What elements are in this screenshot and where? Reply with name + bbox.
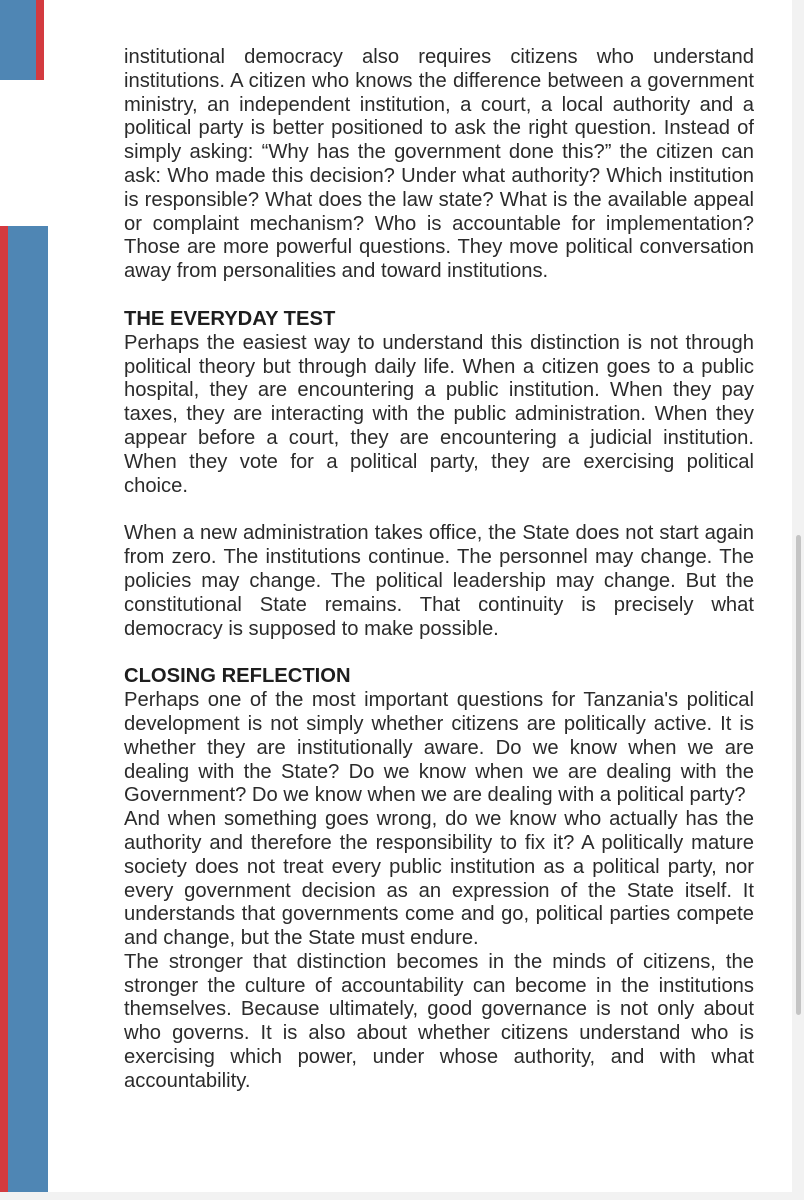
decorative-red-bar-top bbox=[36, 0, 44, 80]
heading-closing-reflection: CLOSING REFLECTION bbox=[124, 665, 351, 688]
heading-everyday-test: THE EVERYDAY TEST bbox=[124, 307, 336, 330]
article-body bbox=[124, 46, 754, 1094]
paragraph-everyday-1: Perhaps the easiest way to understand this distinction is not through political theory but through daily life. When a citizen goes to a public hospital, they are encountering a public institution. When they pay taxes, they are interacting with the public administration. When they appear before a court, they are encountering a judicial institution. When they vote for a political party, they are exercising political choice. bbox=[124, 331, 754, 497]
paragraph-closing-2: And when something goes wrong, do we know who actually has the authority and therefore the responsibility to fix it? A politically mature society does not treat every public institution as a political party, nor every government decision as an expression of the State itself. It understands that governments come and go, political parties compete and change, but the State must endure. bbox=[124, 808, 754, 950]
decorative-blue-bar-top bbox=[0, 0, 36, 80]
paragraph-intro: institutional democracy also requires citizens who understand institutions. A citizen who knows the difference between a government ministry, an independent institution, a court, a local authority and a political party is better positioned to ask the right question. Instead of simply asking: “Why has the government done this?” the citizen can ask: Who made this decision? Under what authority? Which institution is responsible? What does the law state? What is the available appeal or complaint mechanism? Who is accountable for implementation? Those are more powerful questions. They move political conversation away from personalities and toward institutions. bbox=[124, 46, 754, 283]
vertical-scrollbar[interactable] bbox=[796, 535, 801, 1015]
paragraph-closing-1: Perhaps one of the most important questions for Tanzania's political development is not simply whether citizens are politically active. It is whether they are institutionally aware. Do we know when we are dealing with the State? Do we know when we are dealing with the Government? Do we know when we are dealing with a political party? bbox=[124, 689, 754, 807]
decorative-red-bar bbox=[0, 226, 8, 1192]
paragraph-closing-3: The stronger that distinction becomes in the minds of citizens, the stronger the culture of accountability can become in the institutions themselves. Because ultimately, good governance is not only about who governs. It is also about whether citizens understand who is exercising which power, under whose authority, and with what accountability. bbox=[124, 950, 754, 1092]
paragraph-everyday-2: When a new administration takes office, the State does not start again from zero. The institutions continue. The personnel may change. The policies may change. The political leadership may change. But the constitutional State remains. That continuity is precisely what democracy is supposed to make possible. bbox=[124, 522, 754, 640]
decorative-blue-bar bbox=[8, 226, 48, 1192]
